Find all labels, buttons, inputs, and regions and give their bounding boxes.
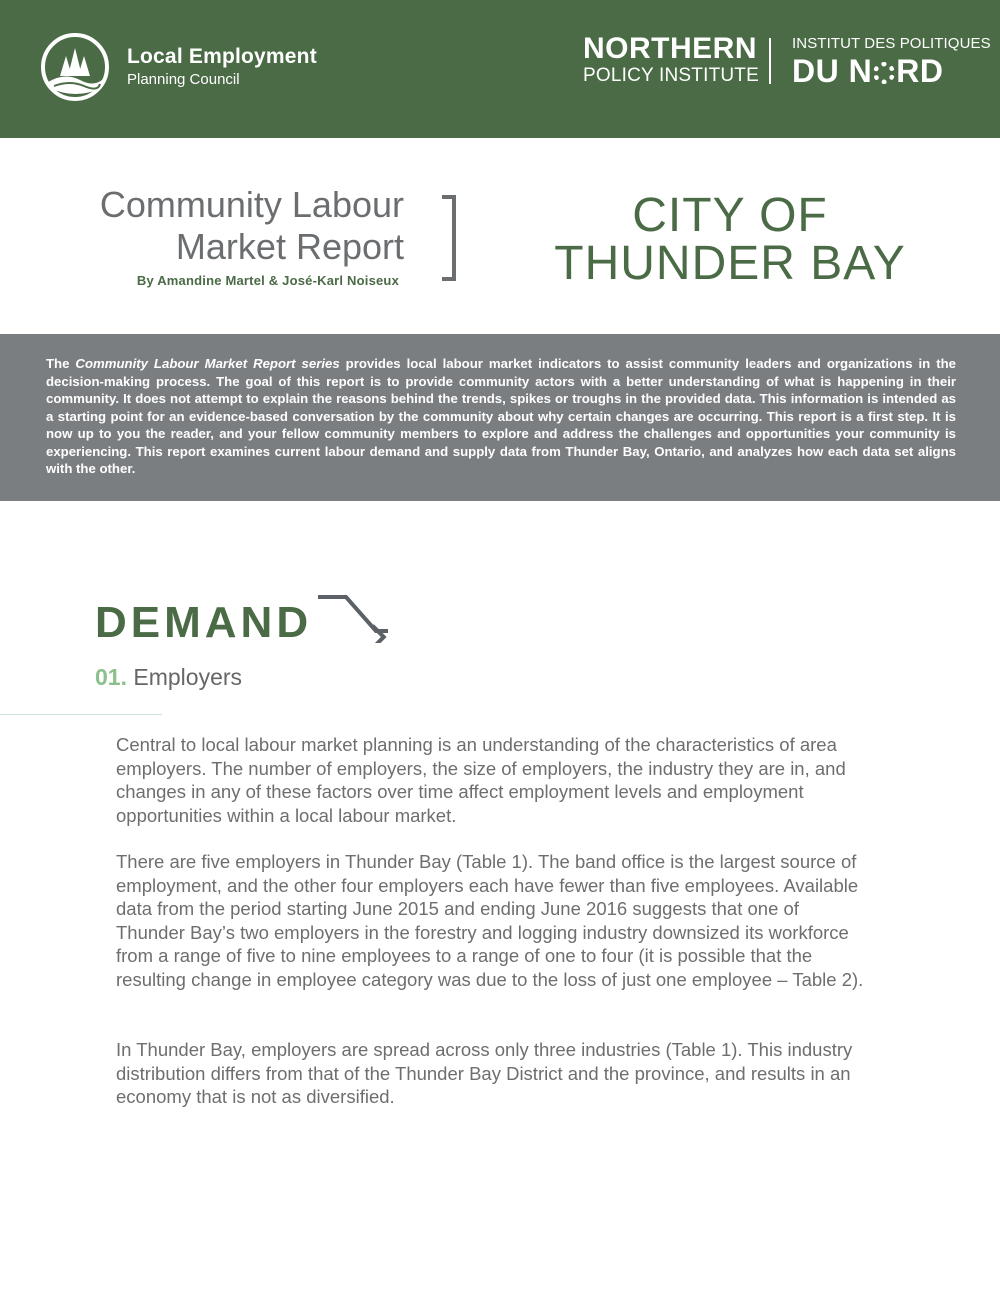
report-title [100,184,404,268]
report-title-line2: Market Report [175,226,404,267]
title-bracket [442,195,456,281]
header-band [0,0,1000,138]
body-paragraph: In Thunder Bay, employers are spread across only three industries (Table 1). This industry distribution differs from that of the Thunder Bay District and the province, and results in an economy that is not as diversified. [116,1039,853,1107]
ipn-line1: INSTITUT DES POLITIQUES [792,35,991,52]
intro-text [46,355,956,478]
subsection-heading [95,662,242,692]
city-title-line1: CITY OF [632,189,828,242]
city-title-line2: THUNDER BAY [554,237,906,290]
forest-logo-icon [40,32,110,102]
lepc-organization-name [127,45,317,89]
dotted-o-icon [873,62,895,84]
subsection-title: Employers [133,664,243,690]
npi-logo [583,33,759,87]
lepc-name-line1: Local Employment [127,45,317,68]
body-paragraph: There are five employers in Thunder Bay (Table 1). The band office is the largest source of employment, and the other four employers each have fewer than five employees. Available data from the period starting June 2015 and ending June 2016 suggests that one of Thunder Bay’s two employers in the forestry and logging industry downsized its workforce from a range of five to nine employees to a range of one to four (it is possible that the resulting change in employee category was due to the loss of just one employee – Table 2). [116,851,864,990]
body-paragraph: Central to local labour market planning is an understanding of the characteristics of area employers. The number of employers, the size of employers, the industry they are in, and changes in any of these factors over time affect employment levels and employment opportunities within a local labour market. [116,734,846,826]
npi-line1: NORTHERN [583,32,757,65]
ipn-du-text: DU N [792,53,873,89]
down-right-arrow-icon [316,593,392,643]
report-title-line1: Community Labour [99,184,404,225]
lepc-name-line2: Planning Council [127,71,240,88]
intro-lead: The [46,356,76,371]
report-authors: By Amandine Martel & José-Karl Noiseux [136,273,399,288]
city-title [520,189,940,290]
intro-series-name: Community Labour Market Report series [75,356,340,371]
logo-divider [769,38,771,84]
section-heading: DEMAND [95,598,313,647]
intro-body: provides local labour market indicators to assist community leaders and organizations in the decision-making process. The goal of this report is to provide community actors with a better understanding of what is happening in their community. It does not attempt to explain the reasons behind the trends, spikes or troughs in the provided data. This information is intended as a starting point for an evidence-based conversation by the community about why certain changes are occurring. This report is a first step. It is now up to you the reader, and your fellow community members to explore and address the challenges and opportunities your community is experiencing. This report examines current labour demand and supply data from Thunder Bay, Ontario, and analyzes how each data set aligns with the other. [46,356,956,476]
ipn-line2 [792,53,991,89]
subsection-number: 01. [95,664,127,690]
ipn-rd-text: RD [896,53,944,89]
subsection-rule [0,714,162,715]
ipn-logo [792,35,991,89]
npi-line2: POLICY INSTITUTE [583,65,759,86]
